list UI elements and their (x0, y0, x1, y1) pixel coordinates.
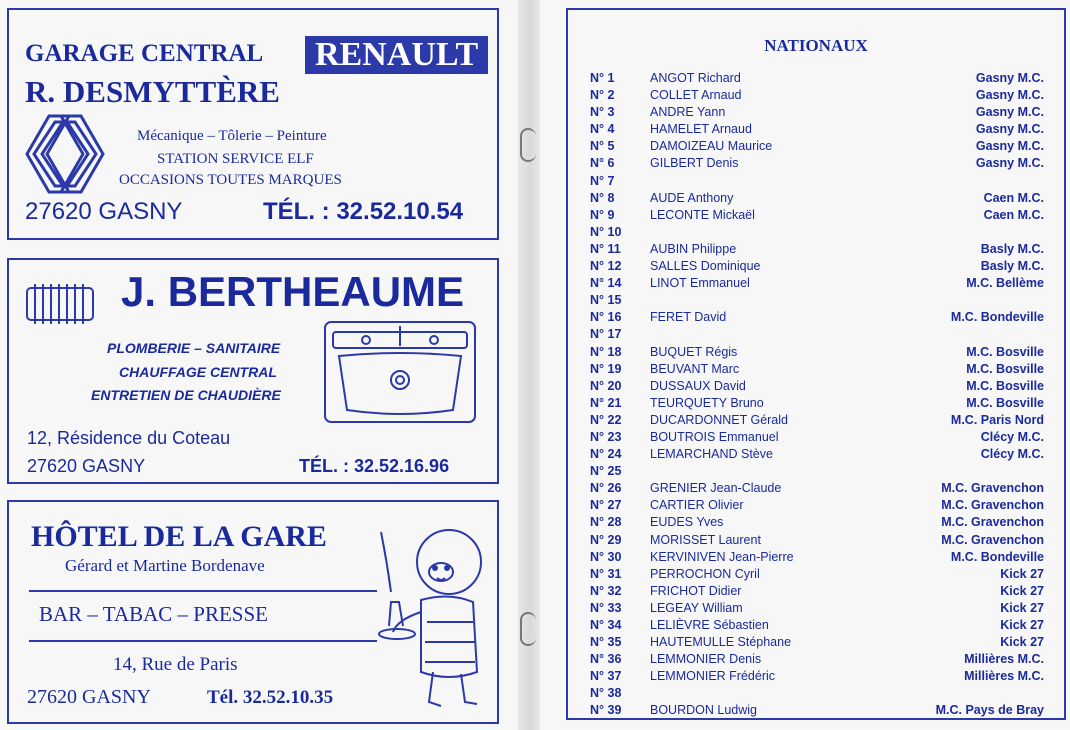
rider-name: BOUTROIS Emmanuel (650, 429, 779, 444)
garage-tel: TÉL. : 32.52.10.54 (263, 198, 464, 225)
rider-name: LINOT Emmanuel (650, 276, 750, 291)
rider-number: N° 10 (590, 224, 622, 239)
rider-name: HAUTEMULLE Stéphane (650, 635, 792, 650)
rider-number: N° 23 (590, 429, 622, 444)
hotel-tel: Tél. 32.52.10.35 (207, 687, 334, 708)
rider-club: Gasny M.C. (975, 139, 1044, 154)
rider-number: N° 14 (590, 276, 622, 291)
rider-row (590, 412, 1044, 429)
rider-name: HAMELET Arnaud (650, 122, 752, 137)
plumber-address: 12, Résidence du Coteau (27, 428, 231, 448)
rider-number: N° 1 (590, 71, 615, 85)
rider-club: M.C. Gravenchon (941, 498, 1044, 513)
rider-row (590, 87, 1044, 104)
rider-name: ANDRE Yann (650, 105, 726, 120)
rider-club: M.C. Bosville (966, 344, 1044, 359)
hotel-divider-top (29, 590, 377, 592)
rider-name: LEGEAY William (650, 600, 743, 615)
rider-club: Caen M.C. (983, 207, 1044, 222)
rider-name: LECONTE Mickaël (650, 207, 755, 222)
rider-name: GILBERT Denis (650, 156, 739, 171)
rider-club: Caen M.C. (983, 190, 1044, 205)
rider-row (590, 702, 1044, 719)
rider-list (590, 70, 1044, 720)
rider-club: M.C. Bondeville (950, 549, 1044, 564)
rider-row (590, 361, 1044, 378)
waiter-illustration (377, 522, 487, 717)
rider-row (590, 566, 1044, 583)
rider-club: Kick 27 (1000, 583, 1044, 598)
rider-name: BUQUET Régis (650, 344, 738, 359)
rider-number: N° 36 (590, 652, 622, 667)
rider-club: M.C. Gravenchon (941, 515, 1044, 530)
rider-club: Gasny M.C. (975, 88, 1044, 103)
rider-club: M.C. Gravenchon (941, 481, 1044, 496)
rider-number: N° 3 (590, 105, 615, 120)
garage-station: STATION SERVICE ELF (157, 151, 314, 167)
rider-row (590, 224, 1044, 241)
rider-number: N° 24 (590, 447, 622, 462)
rider-number: N° 5 (590, 139, 615, 154)
rider-name: LEMMONIER Frédéric (650, 669, 776, 684)
plumber-name: J. BERTHEAUME (121, 268, 465, 315)
rider-row (590, 395, 1044, 412)
rider-row (590, 378, 1044, 395)
rider-number: N° 17 (590, 327, 622, 342)
rider-number: N° 19 (590, 361, 622, 376)
rider-number: N° 30 (590, 549, 622, 564)
rider-name: SALLES Dominique (650, 259, 761, 274)
rider-number: N° 2 (590, 88, 615, 103)
rider-row (590, 532, 1044, 549)
rider-club: Gasny M.C. (975, 156, 1044, 171)
rider-club: Millières M.C. (964, 669, 1044, 684)
rider-club: M.C. Pays de Bray (935, 703, 1044, 718)
rider-number: N° 9 (590, 207, 615, 222)
rider-number: N° 7 (590, 173, 615, 188)
radiator-icon (25, 280, 95, 331)
rider-number: N° 26 (590, 481, 622, 496)
nationaux-title: NATIONAUX (764, 36, 868, 55)
rider-number: N° 35 (590, 635, 622, 650)
rider-number: N° 21 (590, 395, 622, 410)
hotel-name: HÔTEL DE LA GARE (31, 520, 327, 553)
rider-number: N° 15 (590, 293, 622, 308)
plumber-ad (7, 258, 499, 484)
rider-number: N° 16 (590, 310, 622, 325)
rider-club: Kick 27 (1000, 600, 1044, 615)
rider-row (590, 514, 1044, 531)
plumber-line3: ENTRETIEN DE CHAUDIÈRE (91, 387, 281, 403)
rider-row (590, 292, 1044, 309)
garage-ad (7, 8, 499, 240)
rider-row (590, 207, 1044, 224)
rider-row (590, 634, 1044, 651)
rider-row (590, 138, 1044, 155)
rider-club: Kick 27 (1000, 566, 1044, 581)
rider-number: N° 34 (590, 618, 622, 632)
rider-name: LEMARCHAND Stève (650, 447, 773, 462)
rider-club: M.C. Bosville (966, 395, 1044, 410)
renault-diamond-icon (25, 114, 105, 199)
rider-club: M.C. Bosville (966, 378, 1044, 393)
rider-row (590, 326, 1044, 343)
rider-name: GRENIER Jean-Claude (650, 481, 782, 496)
rider-number: N° 6 (590, 156, 615, 171)
rider-number: N° 31 (590, 566, 622, 581)
rider-number: N° 29 (590, 532, 622, 547)
rider-name: LELIÈVRE Sébastien (650, 618, 769, 632)
rider-row (590, 309, 1044, 326)
rider-club: Clécy M.C. (980, 429, 1044, 444)
rider-name: AUBIN Philippe (650, 241, 737, 256)
nationaux-table (566, 8, 1066, 720)
garage-name: GARAGE CENTRAL (25, 40, 264, 67)
rider-number: N° 33 (590, 600, 622, 615)
rider-name: LEMMONIER Denis (650, 652, 762, 667)
rider-club: M.C. Paris Nord (950, 412, 1044, 427)
rider-number: N° 4 (590, 122, 615, 137)
rider-name: TEURQUETY Bruno (650, 395, 764, 410)
staple-mark-top (520, 128, 536, 162)
rider-row (590, 446, 1044, 463)
rider-name: BOURDON Ludwig (650, 703, 757, 718)
rider-club: Millières M.C. (964, 652, 1044, 667)
rider-name: DAMOIZEAU Maurice (650, 139, 773, 154)
washbasin-icon (321, 318, 481, 433)
rider-row (590, 121, 1044, 138)
rider-row (590, 155, 1044, 172)
hotel-divider-bottom (29, 640, 377, 642)
rider-row (590, 173, 1044, 190)
rider-name: DUSSAUX David (650, 378, 746, 393)
rider-row (590, 480, 1044, 497)
garage-city: 27620 GASNY (25, 198, 183, 225)
hotel-ad (7, 500, 499, 724)
rider-number: N° 25 (590, 464, 622, 479)
rider-name: AUDE Anthony (650, 190, 734, 205)
rider-row (590, 549, 1044, 566)
rider-number: N° 18 (590, 344, 622, 359)
rider-row (590, 258, 1044, 275)
rider-club: M.C. Bosville (966, 361, 1044, 376)
rider-number: N° 27 (590, 498, 622, 513)
rider-row (590, 104, 1044, 121)
rider-row (590, 600, 1044, 617)
rider-number: N° 37 (590, 669, 622, 684)
rider-row (590, 275, 1044, 292)
garage-services: Mécanique – Tôlerie – Peinture (137, 128, 327, 144)
rider-club: M.C. Bellème (966, 276, 1044, 291)
rider-row (590, 463, 1044, 480)
rider-name: FERET David (650, 310, 727, 325)
rider-row (590, 344, 1044, 361)
rider-number: N° 20 (590, 378, 622, 393)
rider-name: COLLET Arnaud (650, 88, 742, 103)
rider-name: ANGOT Richard (650, 71, 741, 85)
rider-name: BEUVANT Marc (650, 361, 740, 376)
rider-name: CARTIER Olivier (650, 498, 744, 513)
rider-number: N° 32 (590, 583, 622, 598)
rider-club: Gasny M.C. (975, 105, 1044, 120)
rider-row (590, 685, 1044, 702)
renault-brand: RENAULT (305, 36, 488, 74)
plumber-line2: CHAUFFAGE CENTRAL (119, 364, 277, 380)
rider-name: KERVINIVEN Jean-Pierre (650, 549, 794, 564)
rider-row (590, 617, 1044, 634)
rider-number: N° 22 (590, 412, 622, 427)
rider-number: N° 39 (590, 703, 622, 718)
hotel-owners: Gérard et Martine Bordenave (65, 556, 265, 575)
plumber-tel: TÉL. : 32.52.16.96 (299, 456, 450, 476)
plumber-city: 27620 GASNY (27, 456, 146, 476)
rider-club: M.C. Gravenchon (941, 532, 1044, 547)
rider-name: PERROCHON Cyril (650, 566, 760, 581)
rider-club: Clécy M.C. (980, 447, 1044, 462)
rider-row (590, 241, 1044, 258)
rider-club: Gasny M.C. (975, 122, 1044, 137)
plumber-line1: PLOMBERIE – SANITAIRE (107, 340, 281, 356)
rider-row (590, 70, 1044, 87)
hotel-city: 27620 GASNY (27, 686, 151, 708)
rider-number: N° 8 (590, 190, 615, 205)
rider-name: DUCARDONNET Gérald (650, 412, 788, 427)
rider-number: N° 28 (590, 515, 622, 530)
rider-row (590, 190, 1044, 207)
garage-owner: R. DESMYTTÈRE (25, 74, 280, 109)
rider-row (590, 583, 1044, 600)
rider-name: FRICHOT Didier (650, 583, 742, 598)
rider-row (590, 497, 1044, 514)
rider-club: Basly M.C. (980, 259, 1044, 274)
rider-row (590, 429, 1044, 446)
rider-row (590, 668, 1044, 685)
rider-name: EUDES Yves (650, 515, 724, 530)
rider-club: Gasny M.C. (975, 71, 1044, 85)
staple-mark-bottom (520, 612, 536, 646)
rider-club: Kick 27 (1000, 635, 1044, 650)
rider-club: Kick 27 (1000, 618, 1044, 632)
rider-row (590, 651, 1044, 668)
rider-number: N° 11 (590, 241, 621, 256)
rider-club: M.C. Bondeville (950, 310, 1044, 325)
rider-name: MORISSET Laurent (650, 532, 761, 547)
rider-number: N° 12 (590, 259, 622, 274)
rider-number: N° 38 (590, 686, 622, 701)
hotel-bar-tabac: BAR – TABAC – PRESSE (39, 602, 268, 626)
rider-club: Basly M.C. (980, 241, 1044, 256)
garage-occasions: OCCASIONS TOUTES MARQUES (119, 172, 342, 188)
hotel-street: 14, Rue de Paris (113, 654, 238, 675)
